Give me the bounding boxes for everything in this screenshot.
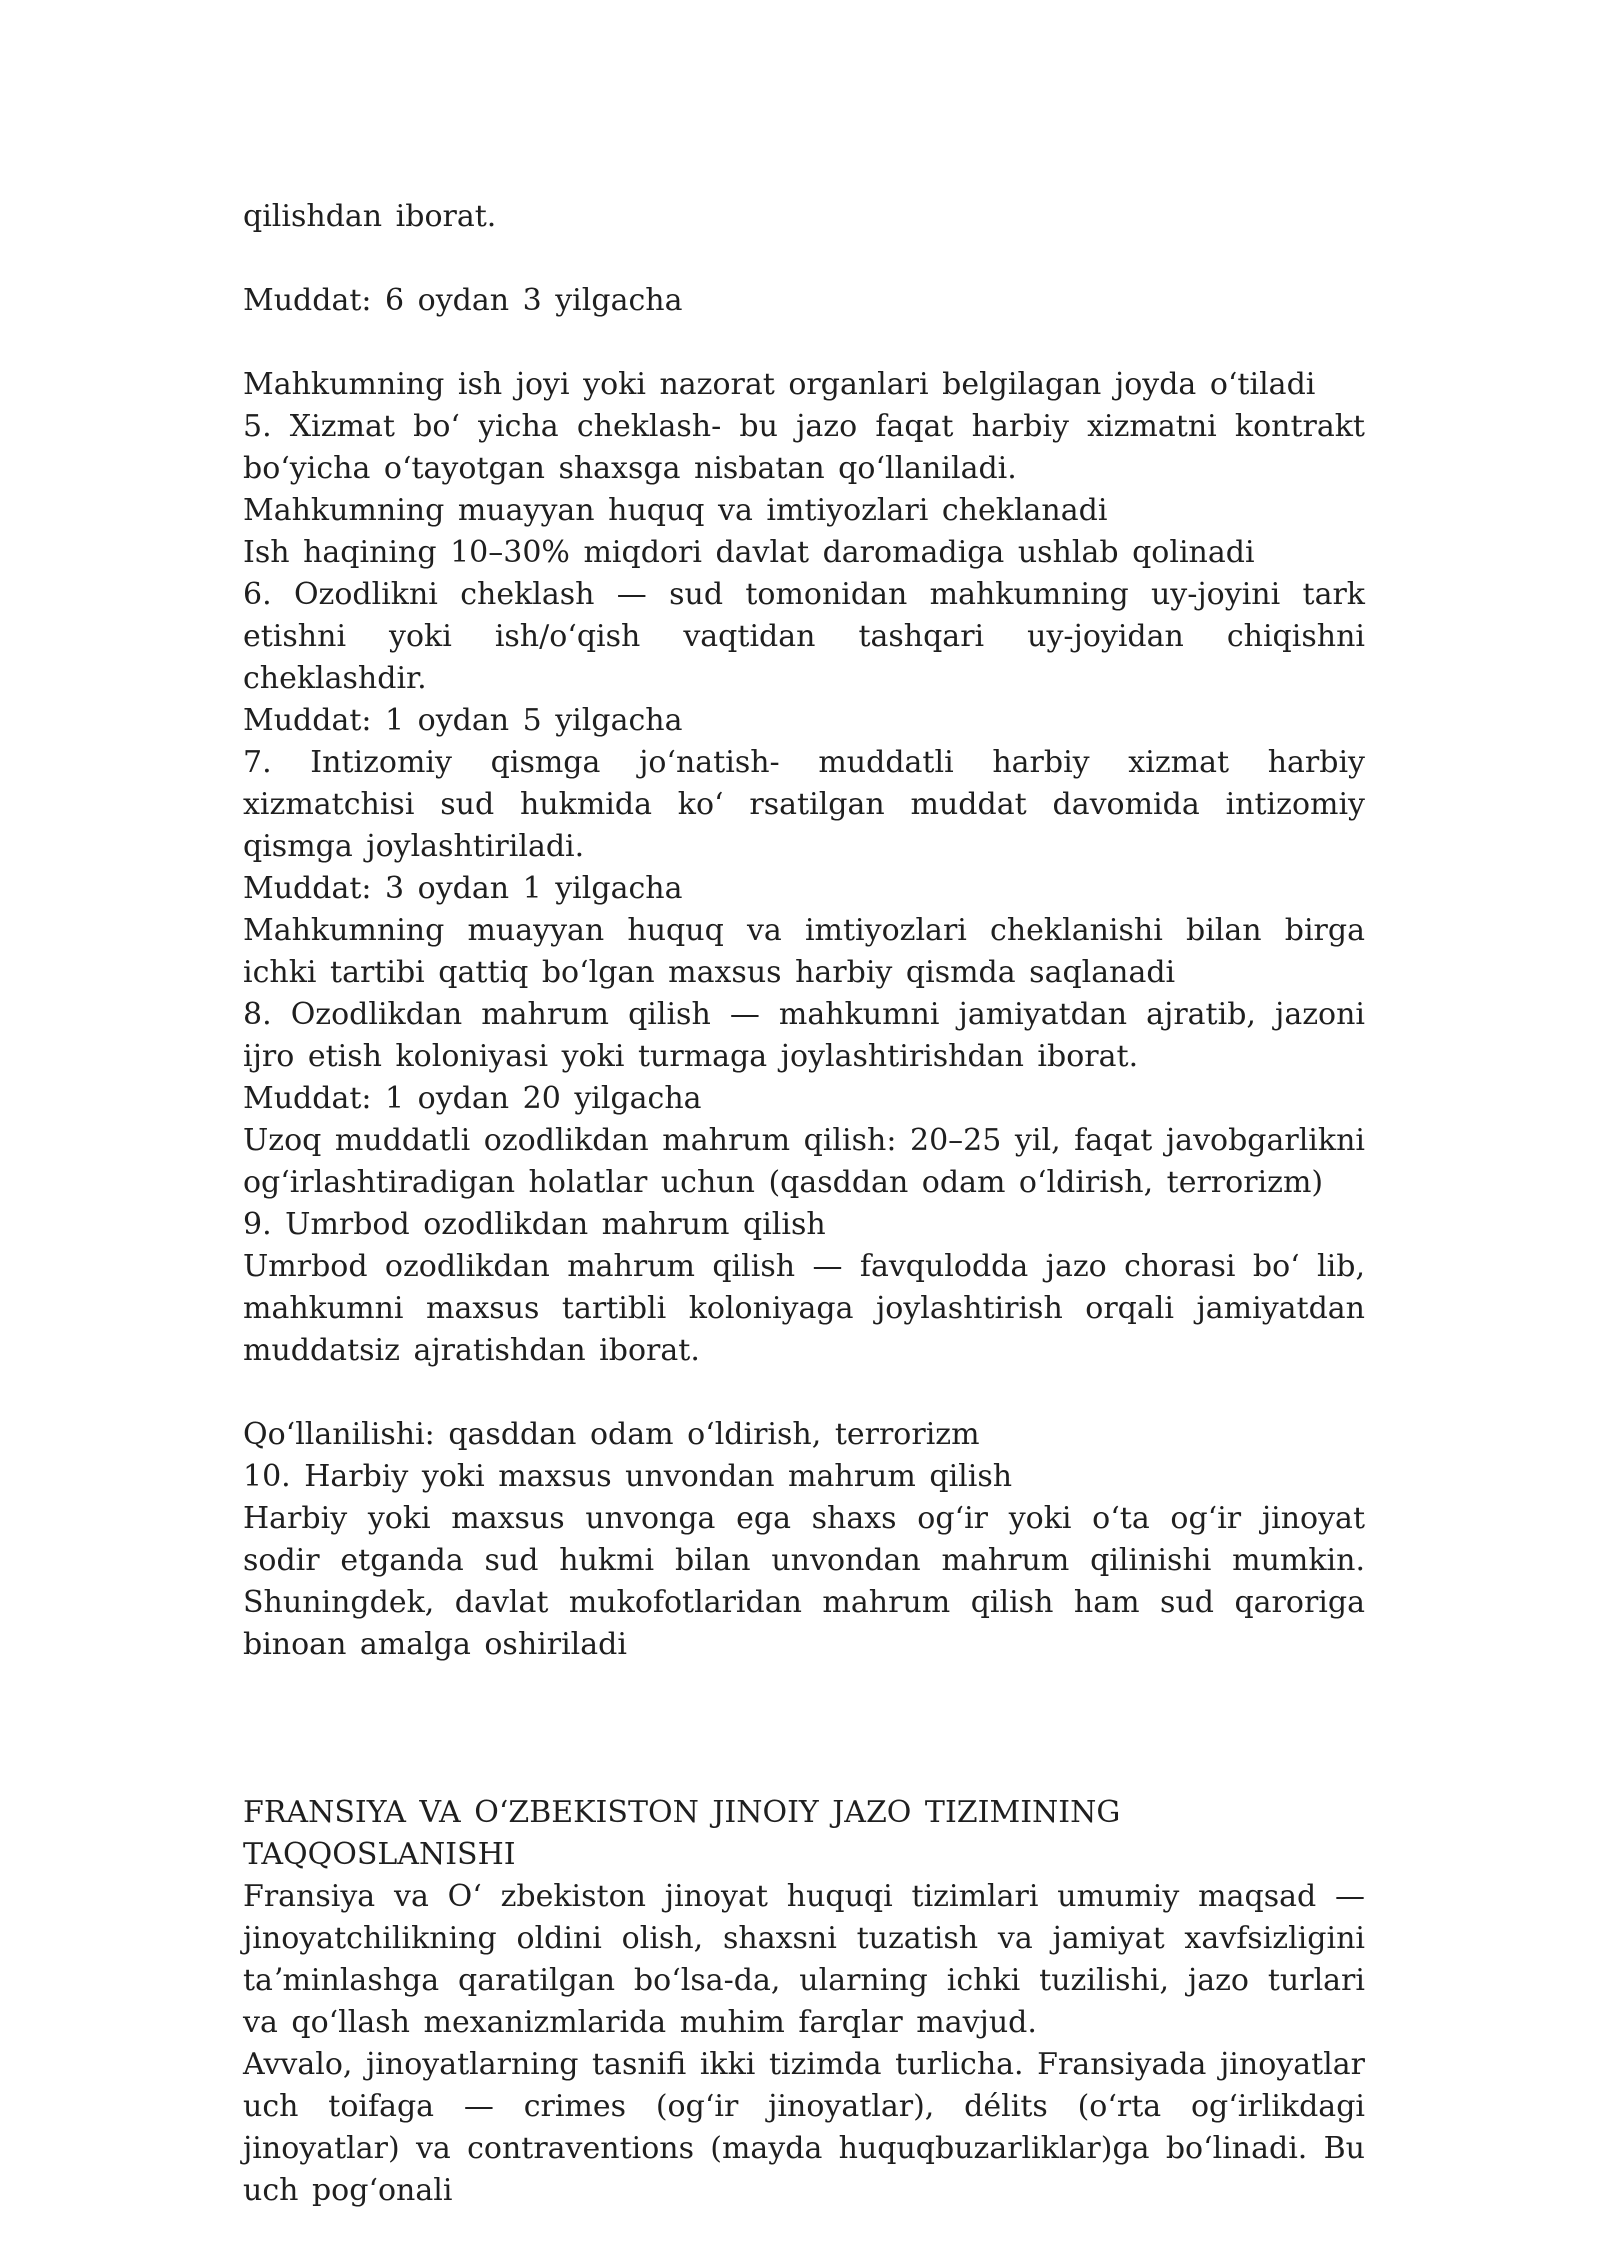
paragraph: Umrbod ozodlikdan mahrum qilish — favqulodda jazo chorasi boʻ lib, mahkumni maxsus tartibli koloniyaga joylashtirish orqali jamiyatdan muddatsiz ajratishdan iborat.: [243, 1249, 1365, 1368]
list-item-6: 6. Ozodlikni cheklash — sud tomonidan mahkumning uy-joyini tark etishni yoki ish/oʻqish vaqtidan tashqari uy-joyidan chiqishni cheklashdir.: [243, 577, 1365, 696]
paragraph: Uzoq muddatli ozodlikdan mahrum qilish: 20–25 yil, faqat javobgarlikni ogʻirlashtiradigan holatlar uchun (qasddan odam oʻldirish, terrorizm): [243, 1123, 1365, 1200]
paragraph: Mahkumning muayyan huquq va imtiyozlari cheklanadi: [243, 493, 1108, 528]
list-item-8: 8. Ozodlikdan mahrum qilish — mahkumni jamiyatdan ajratib, jazoni ijro etish koloniyasi yoki turmaga joylashtirishdan iborat.: [243, 997, 1365, 1074]
paragraph: Muddat: 1 oydan 5 yilgacha: [243, 703, 683, 738]
paragraph: Muddat: 6 oydan 3 yilgacha: [243, 283, 683, 318]
list-item-9: 9. Umrbod ozodlikdan mahrum qilish: [243, 1207, 826, 1242]
paragraph: Muddat: 3 oydan 1 yilgacha: [243, 871, 683, 906]
blank-line: [243, 322, 1365, 364]
paragraph: Avvalo, jinoyatlarning tasnifi ikki tizimda turlicha. Fransiyada jinoyatlar uch toifaga — crimes (ogʻir jinoyatlar), délits (oʻrta ogʻirlikdagi jinoyatlar) va contraventions (mayda huquqbuzarliklar)ga boʻlinadi. Bu uch pogʻonali: [243, 2047, 1365, 2208]
paragraph: qilishdan iborat.: [243, 199, 497, 234]
paragraph: Muddat: 1 oydan 20 yilgacha: [243, 1081, 702, 1116]
paragraph: Fransiya va Oʻ zbekiston jinoyat huquqi tizimlari umumiy maqsad — jinoyatchilikning oldini olish, shaxsni tuzatish va jamiyat xavfsizligini taʼminlashga qaratilgan boʻlsa-da, ularning ichki tuzilishi, jazo turlari va qoʻllash mexanizmlarida muhim farqlar mavjud.: [243, 1879, 1365, 2040]
section-heading: FRANSIYA VA OʻZBEKISTON JINOIY JAZO TIZIMINING TAQQOSLANISHI: [243, 1795, 1121, 1872]
paragraph: Qoʻllanilishi: qasddan odam oʻldirish, terrorizm: [243, 1417, 980, 1452]
blank-line: [243, 1372, 1365, 1414]
document-body: [243, 196, 1365, 2212]
paragraph: Ish haqining 10–30% miqdori davlat daromadiga ushlab qolinadi: [243, 535, 1255, 570]
paragraph: Mahkumning ish joyi yoki nazorat organlari belgilagan joyda oʻtiladi: [243, 367, 1316, 402]
list-item-5: 5. Xizmat boʻ yicha cheklash- bu jazo faqat harbiy xizmatni kontrakt boʻyicha oʻtayotgan shaxsga nisbatan qoʻllaniladi.: [243, 409, 1365, 486]
paragraph: Harbiy yoki maxsus unvonga ega shaxs ogʻir yoki oʻta ogʻir jinoyat sodir etganda sud hukmi bilan unvondan mahrum qilinishi mumkin. Shuningdek, davlat mukofotlaridan mahrum qilish ham sud qaroriga binoan amalga oshiriladi: [243, 1501, 1365, 1662]
list-item-10: 10. Harbiy yoki maxsus unvondan mahrum qilish: [243, 1459, 1013, 1494]
blank-line: [243, 238, 1365, 280]
blank-lines: [243, 1666, 1365, 1792]
paragraph: Mahkumning muayyan huquq va imtiyozlari cheklanishi bilan birga ichki tartibi qattiq boʻlgan maxsus harbiy qismda saqlanadi: [243, 913, 1365, 990]
list-item-7: 7. Intizomiy qismga joʻnatish- muddatli harbiy xizmat harbiy xizmatchisi sud hukmida koʻ rsatilgan muddat davomida intizomiy qismga joylashtiriladi.: [243, 745, 1365, 864]
